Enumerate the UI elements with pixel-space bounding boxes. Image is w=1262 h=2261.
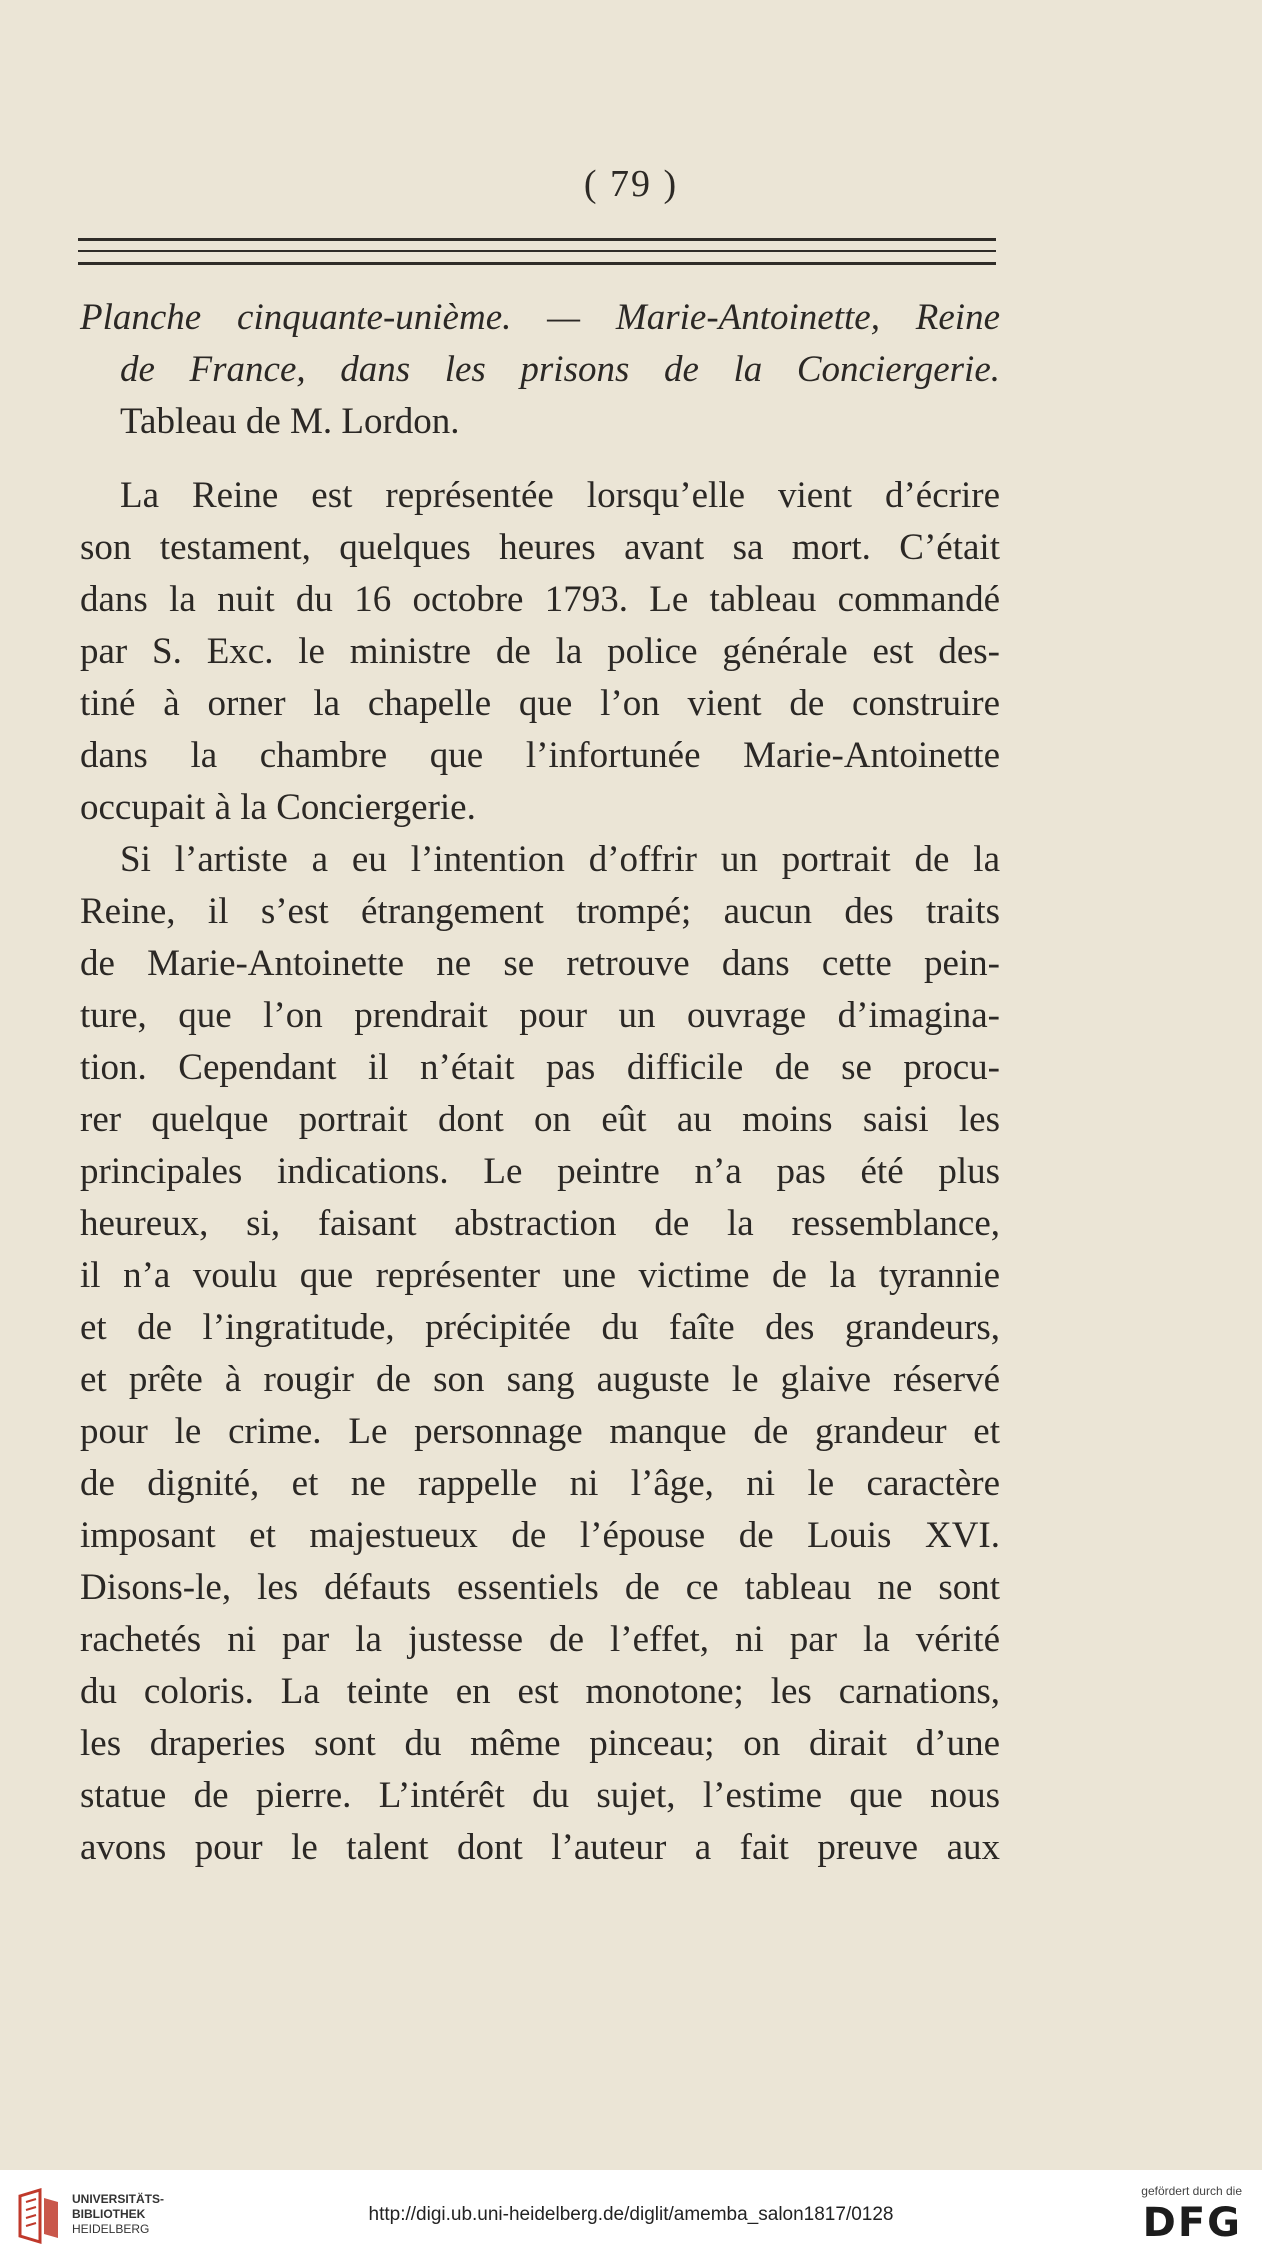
text-line: de dignité, et ne rappelle ni l’âge, ni le caractère bbox=[80, 1463, 1000, 1504]
text-line: avons pour le talent dont l’auteur a fait preuve aux bbox=[80, 1827, 1000, 1868]
text-line: les draperies sont du même pinceau; on dirait d’une bbox=[80, 1723, 1000, 1764]
heading-line: Planche cinquante-unième. — Marie-Antoinette, Reine bbox=[80, 297, 1000, 338]
text-line: du coloris. La teinte en est monotone; les carnations, bbox=[80, 1671, 1000, 1712]
paragraph-1 bbox=[80, 470, 1000, 834]
text-line: occupait à la Conciergerie. bbox=[80, 787, 476, 828]
text-line: et de l’ingratitude, précipitée du faîte des grandeurs, bbox=[80, 1307, 1000, 1348]
text-line: principales indications. Le peintre n’a pas été plus bbox=[80, 1151, 1000, 1192]
text-line: il n’a voulu que représenter une victime de la tyrannie bbox=[80, 1255, 1000, 1296]
heading-line: de France, dans les prisons de la Conciergerie. bbox=[120, 349, 1000, 390]
text-line: tiné à orner la chapelle que l’on vient de construire bbox=[80, 683, 1000, 724]
text-line: pour le crime. Le personnage manque de grandeur et bbox=[80, 1411, 1000, 1452]
text-line: statue de pierre. L’intérêt du sujet, l’estime que nous bbox=[80, 1775, 1000, 1816]
text-line: rer quelque portrait dont on eût au moins saisi les bbox=[80, 1099, 1000, 1140]
header-rule bbox=[78, 250, 996, 252]
text-line: La Reine est représentée lorsqu’elle vient d’écrire bbox=[120, 475, 1000, 516]
text-line: tion. Cependant il n’était pas difficile de se procu- bbox=[80, 1047, 1000, 1088]
text-line: heureux, si, faisant abstraction de la ressemblance, bbox=[80, 1203, 1000, 1244]
text-line: de Marie-Antoinette ne se retrouve dans cette pein- bbox=[80, 943, 1000, 984]
text-line: son testament, quelques heures avant sa mort. C’était bbox=[80, 527, 1000, 568]
source-url-link[interactable]: http://digi.ub.uni-heidelberg.de/diglit/amemba_salon1817/0128 bbox=[368, 2204, 894, 2225]
text-line: et prête à rougir de son sang auguste le glaive réservé bbox=[80, 1359, 1000, 1400]
text-line: rachetés ni par la justesse de l’effet, ni par la vérité bbox=[80, 1619, 1000, 1660]
text-line: par S. Exc. le ministre de la police générale est des- bbox=[80, 631, 1000, 672]
text-line: Reine, il s’est étrangement trompé; aucun des traits bbox=[80, 891, 1000, 932]
funded-by-label: gefördert durch die bbox=[1141, 2184, 1242, 2198]
paragraph-2 bbox=[80, 834, 1000, 1874]
dfg-logo: DFG bbox=[1142, 2200, 1242, 2246]
header-rule bbox=[78, 238, 996, 241]
plate-heading bbox=[80, 292, 1000, 448]
text-line: dans la nuit du 16 octobre 1793. Le tableau commandé bbox=[80, 579, 1000, 620]
text-line: ture, que l’on prendrait pour un ouvrage d’imagina- bbox=[80, 995, 1000, 1036]
text-line: Disons-le, les défauts essentiels de ce tableau ne sont bbox=[80, 1567, 1000, 1608]
header-rule bbox=[78, 262, 996, 265]
page-body bbox=[80, 292, 1000, 1874]
text-line: dans la chambre que l’infortunée Marie-Antoinette bbox=[80, 735, 1000, 776]
heading-line: Tableau de M. Lordon. bbox=[120, 401, 460, 442]
viewer-footer bbox=[0, 2170, 1262, 2261]
institution-name: UNIVERSITÄTS- BIBLIOTHEK HEIDELBERG bbox=[72, 2192, 165, 2236]
text-line: imposant et majestueux de l’épouse de Louis XVI. bbox=[80, 1515, 1000, 1556]
text-line: Si l’artiste a eu l’intention d’offrir un portrait de la bbox=[120, 839, 1000, 880]
page-number: ( 79 ) bbox=[583, 163, 679, 205]
